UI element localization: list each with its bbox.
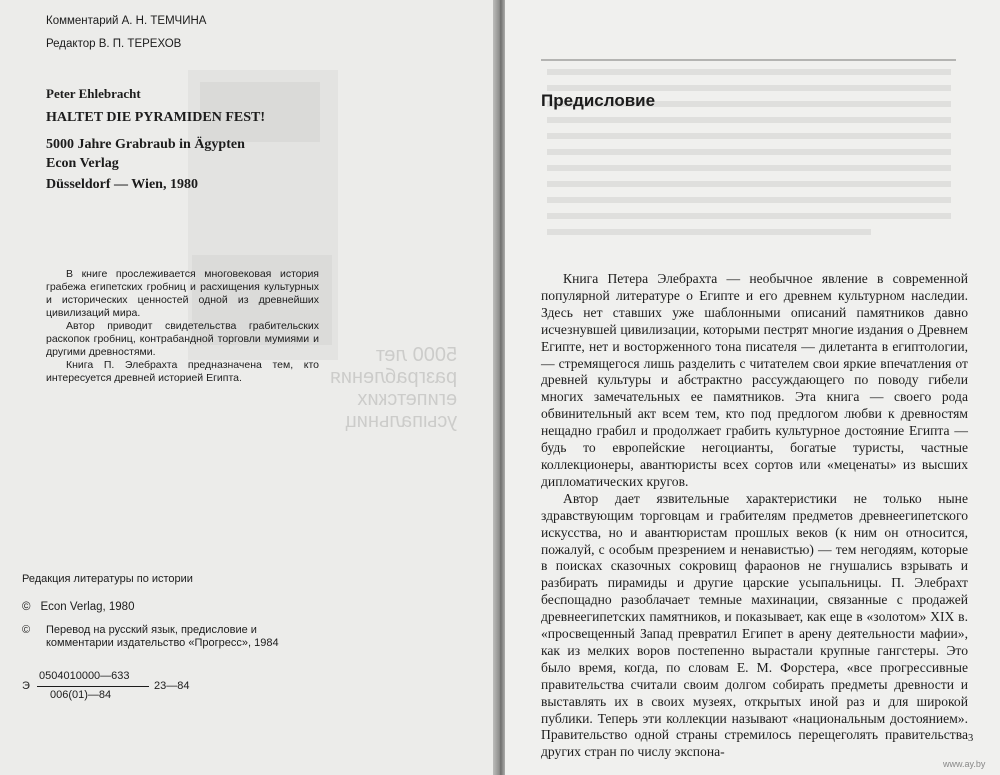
preface-text — [541, 271, 968, 761]
left-page — [0, 0, 496, 775]
copyright-text-1: Econ Verlag, 1980 — [40, 601, 135, 613]
original-place-year: Düsseldorf — Wien, 1980 — [46, 177, 198, 192]
bleed-through-text: 5000 лет разграбления египетских усыпальниц — [330, 344, 458, 432]
editor-credit: Редактор В. П. ТЕРЕХОВ — [46, 38, 182, 50]
copyright-line-2 — [22, 624, 322, 650]
preface-paragraph: Книга Петера Элебрахта — необычное явление в современной популярной литературе о Египте и его древнем культурном наследии. Здесь нет ставших уже шаблонными описаний памятников давно исчезнувшей цивилизации, которыми пестрят многие издания о Древнем Египте, нет и восторженного тона писателя — дилетанта в египтологии, — стремящегося лишь разделить с читателем свои яркие впечатления от древней культуры и абстрактно рассуждающего по поводу гибели многих замечательных ее памятников. Эта книга — своего рода обвинительный акт всем тем, кто под предлогом любви к древностям нещадно грабил и продолжает грабить культурное достояние Египта — будь то европейские негоцианты, богатые туристы, частные коллекционеры, авантюристы всех сортов или «меценаты» из высших дипломатических кругов. — [541, 271, 968, 489]
code-suffix: 23—84 — [154, 680, 190, 692]
copyright-icon: © — [22, 624, 31, 636]
copyright-text-2: Перевод на русский язык, предисловие и комментарии издательство «Прогресс», 1984 — [46, 624, 279, 649]
watermark: www.ay.by — [943, 759, 986, 769]
preface-paragraph: Автор дает язвительные характеристики не только ныне здравствующим торговцам и грабителям предметов древнеегипетского искусства, но и авантюристам прошлых веков (к ним он относится, пожалуй, с особым презрением и ненавистью) — тем негодяям, которые в поисках сказочных сокровищ фараонов не гнушались взрывать и разбирать пирамиды и другие царские усыпальницы. П. Элебрахт беспощадно разоблачает темные махинации, связанные с продажей древнеегипетских памятников, и показывает, как еще в «золотом» XIX в. «просвещенный Запад превратил Египет в арену деятельности мафии», как из мелких воров постепенно вырастали крупные гангстеры. Это было время, когда, по словам Е. М. Форстера, «все прогрессивные правительства считали своим долгом собирать предметы древности и выставлять их в своих музеях, открытых иной раз и для широкой публики. Теперь эти коллекции называют «национальным достоянием». Правительство одной страны стремилось перещеголять правительства других стран по числу экспона- — [541, 490, 968, 760]
copyright-line-1 — [22, 601, 134, 613]
original-author: Peter Ehlebracht — [46, 86, 141, 101]
original-subtitle: 5000 Jahre Grabraub in Ägypten — [46, 137, 245, 152]
annotation — [46, 268, 319, 385]
code-prefix: Э — [22, 680, 30, 692]
annotation-paragraph: В книге прослеживается многовековая история грабежа египетских гробниц и расхищения культурных и исторических ценностей одной из древнейших цивилизаций мира. — [46, 268, 319, 319]
right-page — [505, 0, 1000, 775]
classification-code — [22, 670, 222, 704]
original-publisher: Econ Verlag — [46, 156, 119, 171]
copyright-icon: © — [22, 601, 31, 613]
fraction-bar — [37, 686, 149, 687]
page-number: 3 — [968, 733, 974, 744]
page-heading: Предисловие — [541, 91, 656, 110]
code-denominator: 006(01)—84 — [50, 689, 112, 701]
commentary-credit: Комментарий А. Н. ТЕМЧИНА — [46, 15, 207, 27]
annotation-paragraph: Автор приводит свидетельства грабительских раскопок гробниц, контрабандной торговли мумиями и другими древностями. — [46, 320, 319, 358]
code-numerator: 0504010000—633 — [39, 670, 130, 682]
bleed-through-lines — [541, 58, 961, 248]
annotation-paragraph: Книга П. Элебрахта предназначена тем, кто интересуется древней историей Египта. — [46, 359, 319, 384]
original-title: HALTET DIE PYRAMIDEN FEST! — [46, 110, 265, 125]
publishing-department: Редакция литературы по истории — [22, 573, 193, 585]
